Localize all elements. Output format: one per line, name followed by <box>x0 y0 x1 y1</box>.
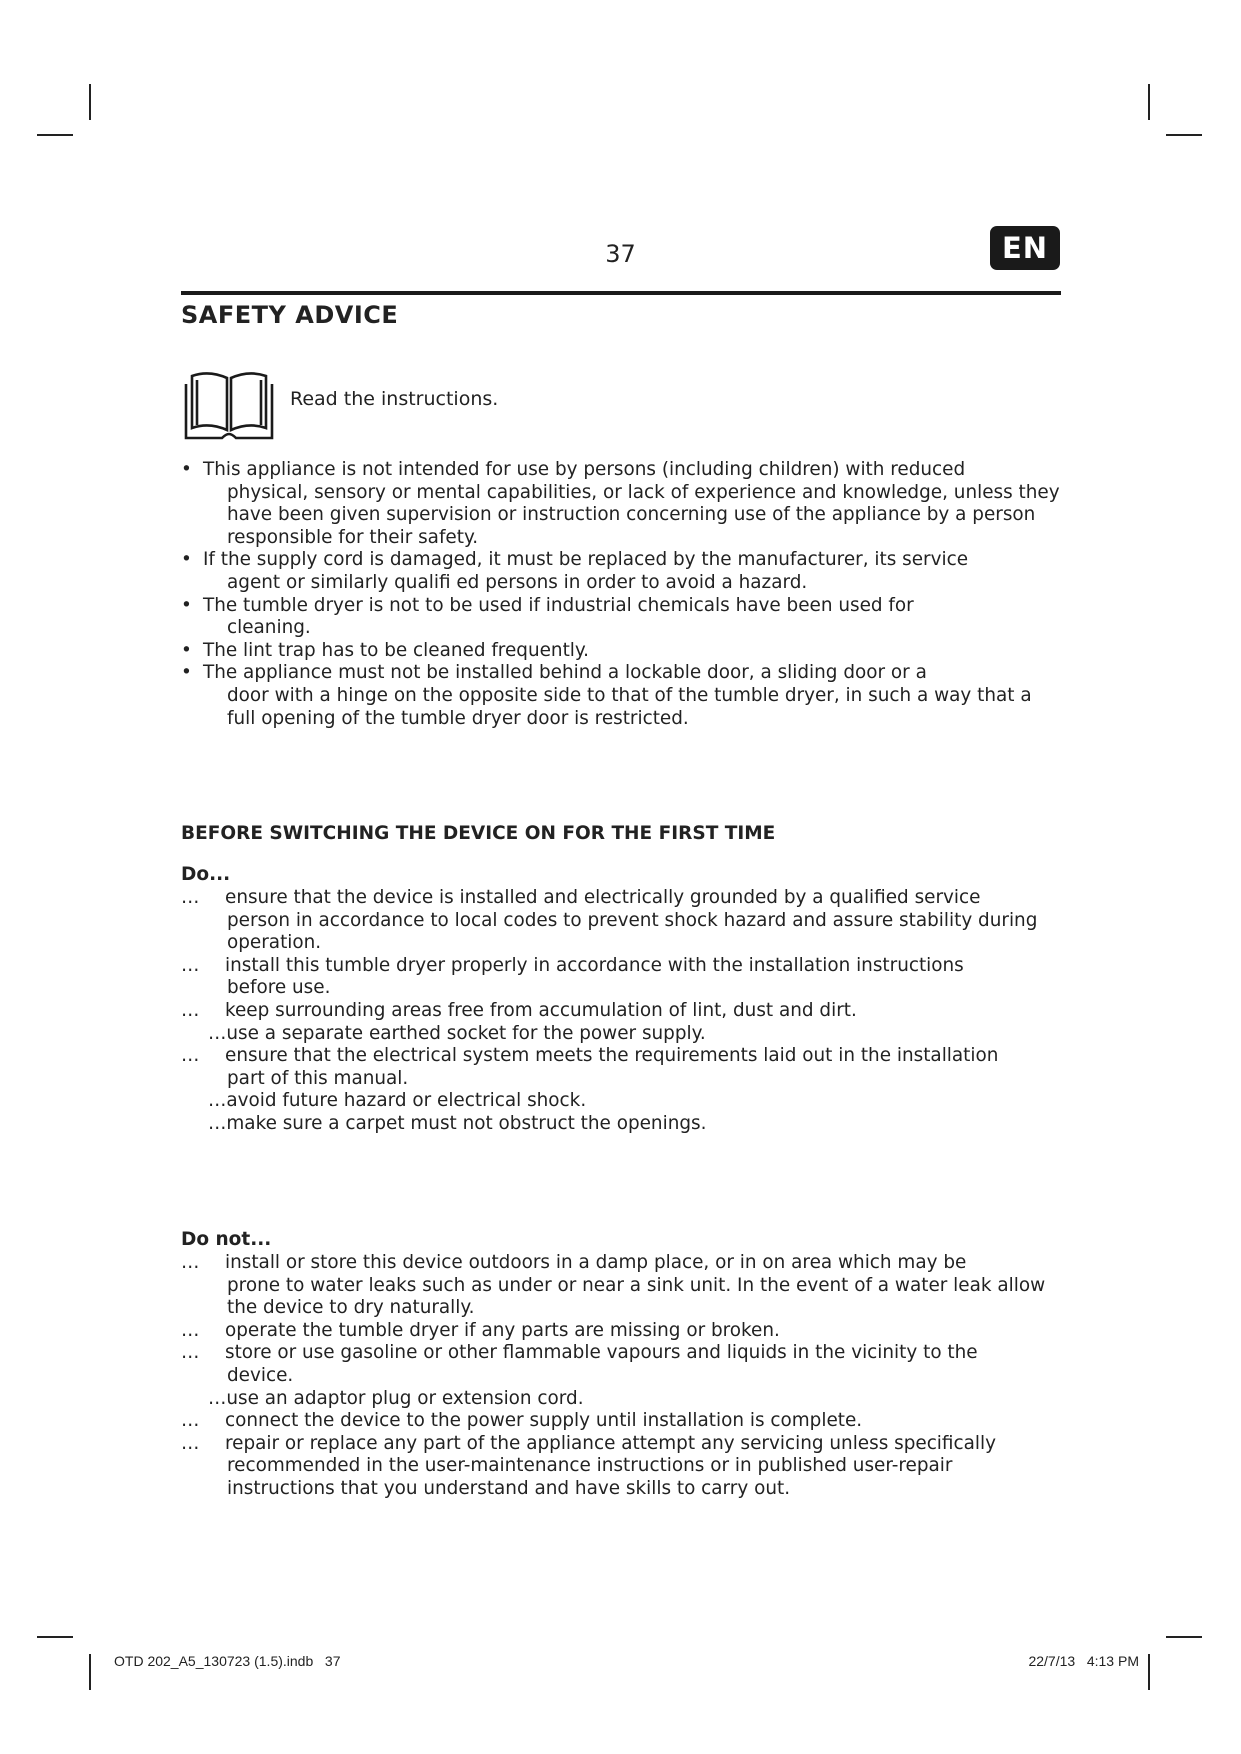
list-item <box>181 662 1061 730</box>
item-text-continuation: before use. <box>227 977 331 999</box>
item-text-first-line: keep surrounding areas free from accumulation of lint, dust and dirt. <box>225 999 857 1021</box>
item-text-continuation: person in accordance to local codes to prevent shock hazard and assure stability during operation. <box>227 909 1038 954</box>
list-item <box>181 1113 1061 1136</box>
ellipsis-marker: … <box>181 954 200 976</box>
list-item <box>181 1023 1061 1046</box>
crop-mark-bottom-left-vertical <box>89 1654 91 1690</box>
item-text-continuation: cleaning. <box>227 617 311 639</box>
list-item <box>181 1410 1061 1433</box>
item-text: …use an adaptor plug or extension cord. <box>208 1387 584 1409</box>
list-item <box>181 549 1061 594</box>
bullet: • <box>181 594 192 616</box>
do-not-list <box>181 1252 1061 1501</box>
crop-mark-bottom-right-vertical <box>1148 1654 1150 1690</box>
item-text-continuation: part of this manual. <box>227 1067 409 1089</box>
item-text-first-line: install or store this device outdoors in a damp place, or in on area which may be <box>225 1252 967 1273</box>
crop-mark-top-right-horizontal <box>1166 134 1202 136</box>
item-text-first-line: If the supply cord is damaged, it must be replaced by the manufacturer, its service <box>203 549 969 571</box>
item-text-first-line: connect the device to the power supply until installation is complete. <box>225 1410 863 1432</box>
before-first-use-heading: BEFORE SWITCHING THE DEVICE ON FOR THE FIRST TIME <box>181 823 776 844</box>
footer-file-name: OTD 202_A5_130723 (1.5).indb 37 <box>114 1653 341 1669</box>
crop-mark-bottom-left-horizontal <box>37 1636 73 1638</box>
do-heading: Do... <box>181 864 231 885</box>
bullet: • <box>181 549 192 571</box>
item-text-first-line: This appliance is not intended for use by persons (including children) with reduced <box>203 459 966 480</box>
item-text-continuation: recommended in the user-maintenance instructions or in published user-repair instructions that you understand and have skills to carry out. <box>227 1455 953 1499</box>
page-number: 37 <box>605 240 636 268</box>
item-text: …use a separate earthed socket for the power supply. <box>208 1022 706 1044</box>
list-item <box>181 1000 1061 1023</box>
bullet: • <box>181 662 192 684</box>
list-item <box>181 887 1061 955</box>
ellipsis-marker: … <box>181 1432 200 1454</box>
item-text-first-line: install this tumble dryer properly in accordance with the installation instructions <box>225 954 964 976</box>
list-item <box>181 1433 1061 1501</box>
ellipsis-marker: … <box>181 1342 200 1364</box>
item-text-continuation: door with a hinge on the opposite side to that of the tumble dryer, in such a way that a full opening of the tumble dryer door is restricted. <box>227 684 1032 729</box>
ellipsis-marker: … <box>181 887 200 908</box>
list-item <box>181 459 1061 549</box>
book-icon <box>182 362 276 442</box>
list-item <box>181 640 1061 663</box>
list-item <box>181 595 1061 640</box>
list-item <box>181 1320 1061 1343</box>
crop-mark-top-left-horizontal <box>37 134 73 136</box>
footer-date: 22/7/13 4:13 PM <box>1028 1653 1139 1669</box>
section-title: SAFETY ADVICE <box>181 301 399 329</box>
item-text-first-line: The tumble dryer is not to be used if industrial chemicals have been used for <box>203 594 914 616</box>
crop-mark-top-left-vertical <box>89 84 91 120</box>
bullet: • <box>181 459 192 480</box>
item-text-first-line: The appliance must not be installed behind a lockable door, a sliding door or a <box>203 662 927 684</box>
item-text: …avoid future hazard or electrical shock. <box>208 1090 587 1112</box>
ellipsis-marker: … <box>181 999 200 1021</box>
read-instructions-text: Read the instructions. <box>290 388 499 410</box>
item-text-first-line: operate the tumble dryer if any parts are missing or broken. <box>225 1319 780 1341</box>
list-item <box>181 1342 1061 1387</box>
list-item <box>181 1045 1061 1090</box>
crop-mark-bottom-right-horizontal <box>1166 1636 1202 1638</box>
ellipsis-marker: … <box>181 1045 200 1067</box>
list-item <box>181 1388 1061 1411</box>
item-text-continuation: prone to water leaks such as under or near a sink unit. In the event of a water leak allow the device to dry naturally. <box>227 1274 1046 1319</box>
item-text-first-line: ensure that the device is installed and electrically grounded by a qualified service <box>225 887 981 908</box>
list-item <box>181 1090 1061 1113</box>
ellipsis-marker: … <box>181 1410 200 1432</box>
bullet: • <box>181 639 192 661</box>
item-text-continuation: agent or similarly qualifi ed persons in order to avoid a hazard. <box>227 571 808 593</box>
list-item <box>181 1252 1061 1320</box>
item-text-continuation: device. <box>227 1364 294 1386</box>
item-text: …make sure a carpet must not obstruct the openings. <box>208 1112 707 1134</box>
safety-advice-list <box>181 459 1061 730</box>
item-text-first-line: store or use gasoline or other flammable vapours and liquids in the vicinity to the <box>225 1342 978 1364</box>
item-text-first-line: The lint trap has to be cleaned frequently. <box>203 639 590 661</box>
item-text-continuation: physical, sensory or mental capabilities, or lack of experience and knowledge, unless they have been given supervision or instruction concerning use of the appliance by a person responsible for their safety. <box>227 481 1060 548</box>
do-list <box>181 887 1061 1136</box>
item-text-first-line: repair or replace any part of the appliance attempt any servicing unless specifically <box>225 1432 996 1454</box>
ellipsis-marker: … <box>181 1319 200 1341</box>
ellipsis-marker: … <box>181 1252 200 1273</box>
crop-mark-top-right-vertical <box>1148 84 1150 120</box>
do-not-heading: Do not... <box>181 1229 272 1250</box>
header-rule <box>181 291 1061 295</box>
language-badge: EN <box>990 226 1060 270</box>
item-text-first-line: ensure that the electrical system meets the requirements laid out in the installation <box>225 1045 999 1067</box>
list-item <box>181 955 1061 1000</box>
